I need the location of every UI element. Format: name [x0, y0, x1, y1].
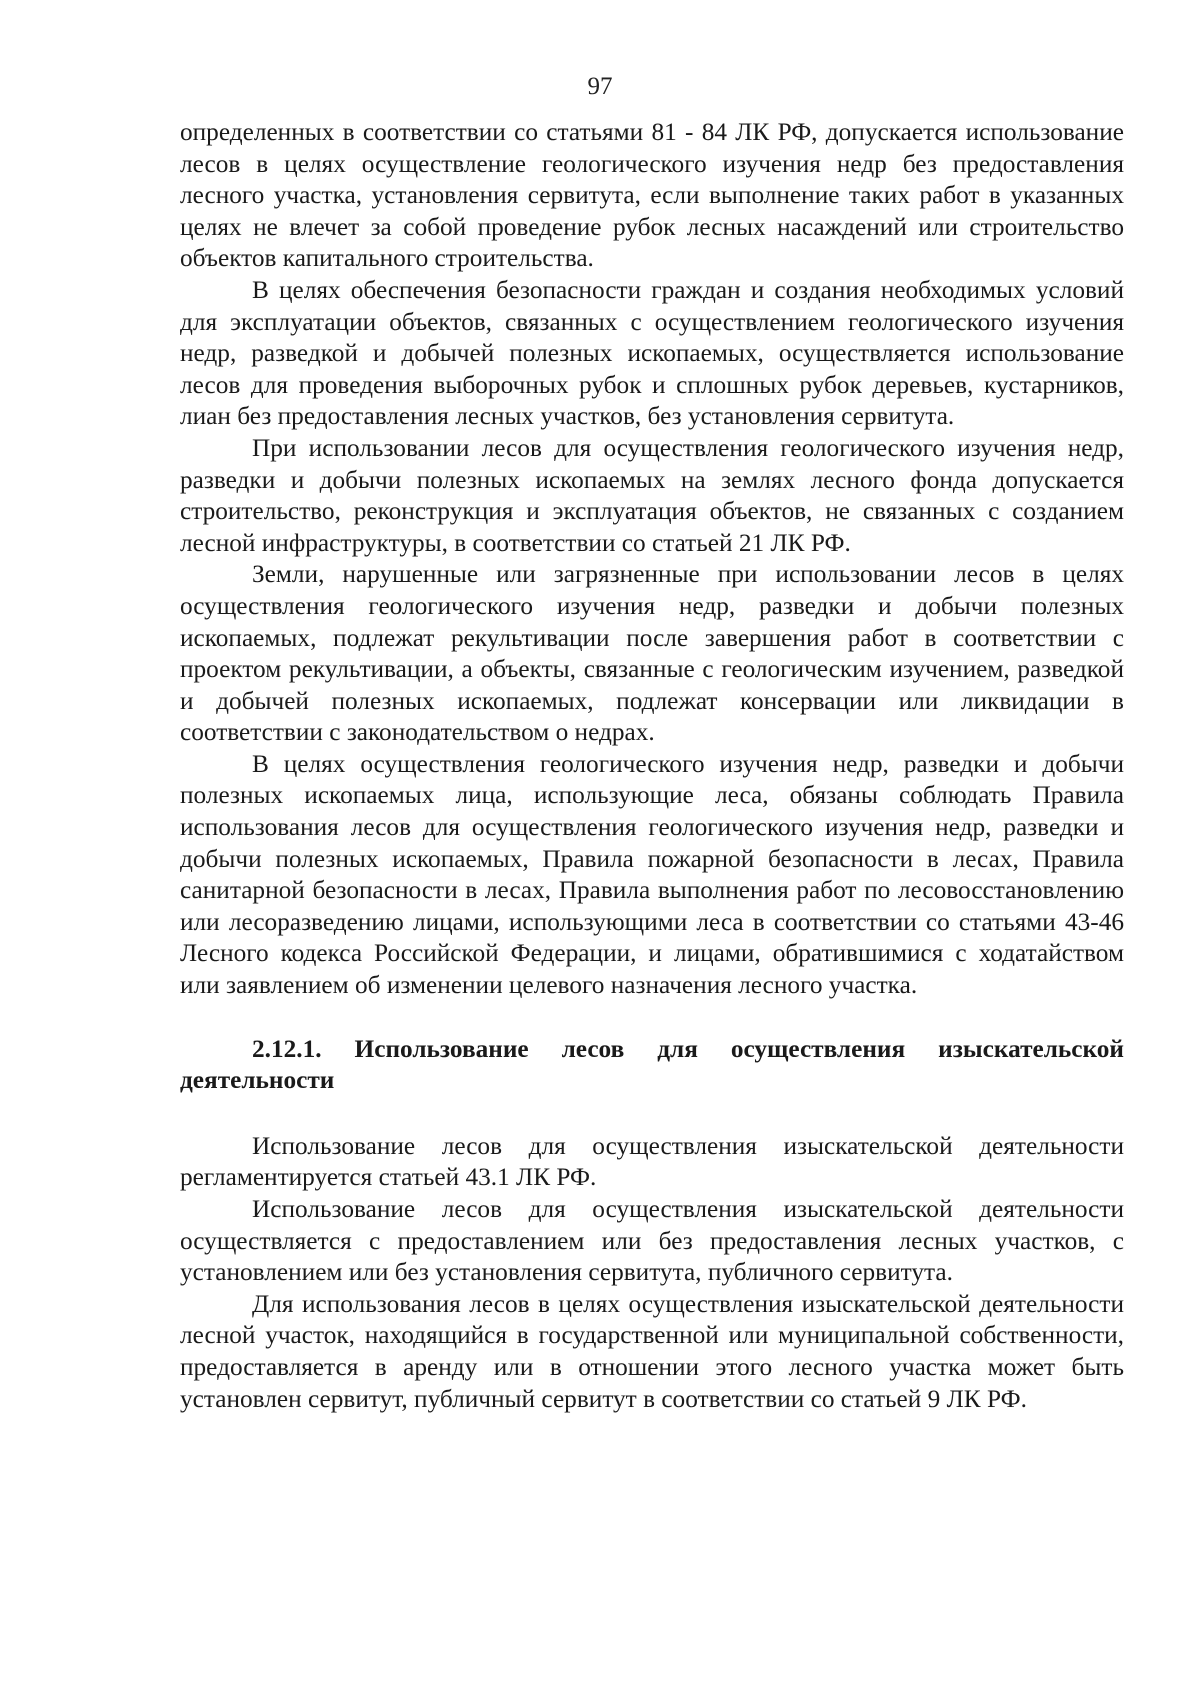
- paragraph: Для использования лесов в целях осуществления изыскательской деятельности лесной участок, находящийся в государственной или муниципальной собственности, предоставляется в аренду или в отношении этого лесного участка может быть установлен сервитут, публичный сервитут в соответствии со статьей 9 ЛК РФ.: [180, 1289, 1124, 1413]
- paragraph: В целях обеспечения безопасности граждан и создания необходимых условий для эксплуатации объектов, связанных с осуществлением геологического изучения недр, разведкой и добычей полезных ископаемых, осуществляется использование лесов для проведения выборочных рубок и сплошных рубок деревьев, кустарников, лиан без предоставления лесных участков, без установления сервитута.: [180, 275, 1124, 431]
- paragraph: Использование лесов для осуществления изыскательской деятельности регламентируется статьей 43.1 ЛК РФ.: [180, 1131, 1124, 1192]
- paragraph: Использование лесов для осуществления изыскательской деятельности осуществляется с предоставлением или без предоставления лесных участков, с установлением или без установления сервитута, публичного сервитута.: [180, 1195, 1124, 1287]
- paragraph: В целях осуществления геологического изучения недр, разведки и добычи полезных ископаемых лица, использующие леса, обязаны соблюдать Правила использования лесов для осуществления геологического изучения недр, разведки и добычи полезных ископаемых, Правила пожарной безопасности в лесах, Правила санитарной безопасности в лесах, Правила выполнения работ по лесовосстановлению или лесоразведению лицами, использующими леса в соответствии со статьями 43-46 Лесного кодекса Российской Федерации, и лицами, обратившимися с ходатайством или заявлением об изменении целевого назначения лесного участка.: [180, 749, 1124, 1000]
- page-number: 97: [587, 73, 613, 100]
- paragraph-continuation: определенных в соответствии со статьями 81 - 84 ЛК РФ, допускается использование лесов в целях осуществление геологического изучения недр без предоставления лесного участка, установления сервитута, если выполнение таких работ в указанных целях не влечет за собой проведение рубок лесных насаждений или строительство объектов капитального строительства.: [180, 118, 1124, 273]
- section-heading: 2.12.1. Использование лесов для осуществления изыскательской деятельности: [180, 1034, 1124, 1095]
- document-body: [180, 117, 1124, 1415]
- paragraph: При использовании лесов для осуществления геологического изучения недр, разведки и добычи полезных ископаемых на землях лесного фонда допускается строительство, реконструкция и эксплуатация объектов, не связанных с созданием лесной инфраструктуры, в соответствии со статьей 21 ЛК РФ.: [180, 433, 1124, 557]
- paragraph: Земли, нарушенные или загрязненные при использовании лесов в целях осуществления геологического изучения недр, разведки и добычи полезных ископаемых, подлежат рекультивации после завершения работ в соответствии с проектом рекультивации, а объекты, связанные с геологическим изучением, разведкой и добычей полезных ископаемых, подлежат консервации или ликвидации в соответствии с законодательством о недрах.: [180, 560, 1124, 747]
